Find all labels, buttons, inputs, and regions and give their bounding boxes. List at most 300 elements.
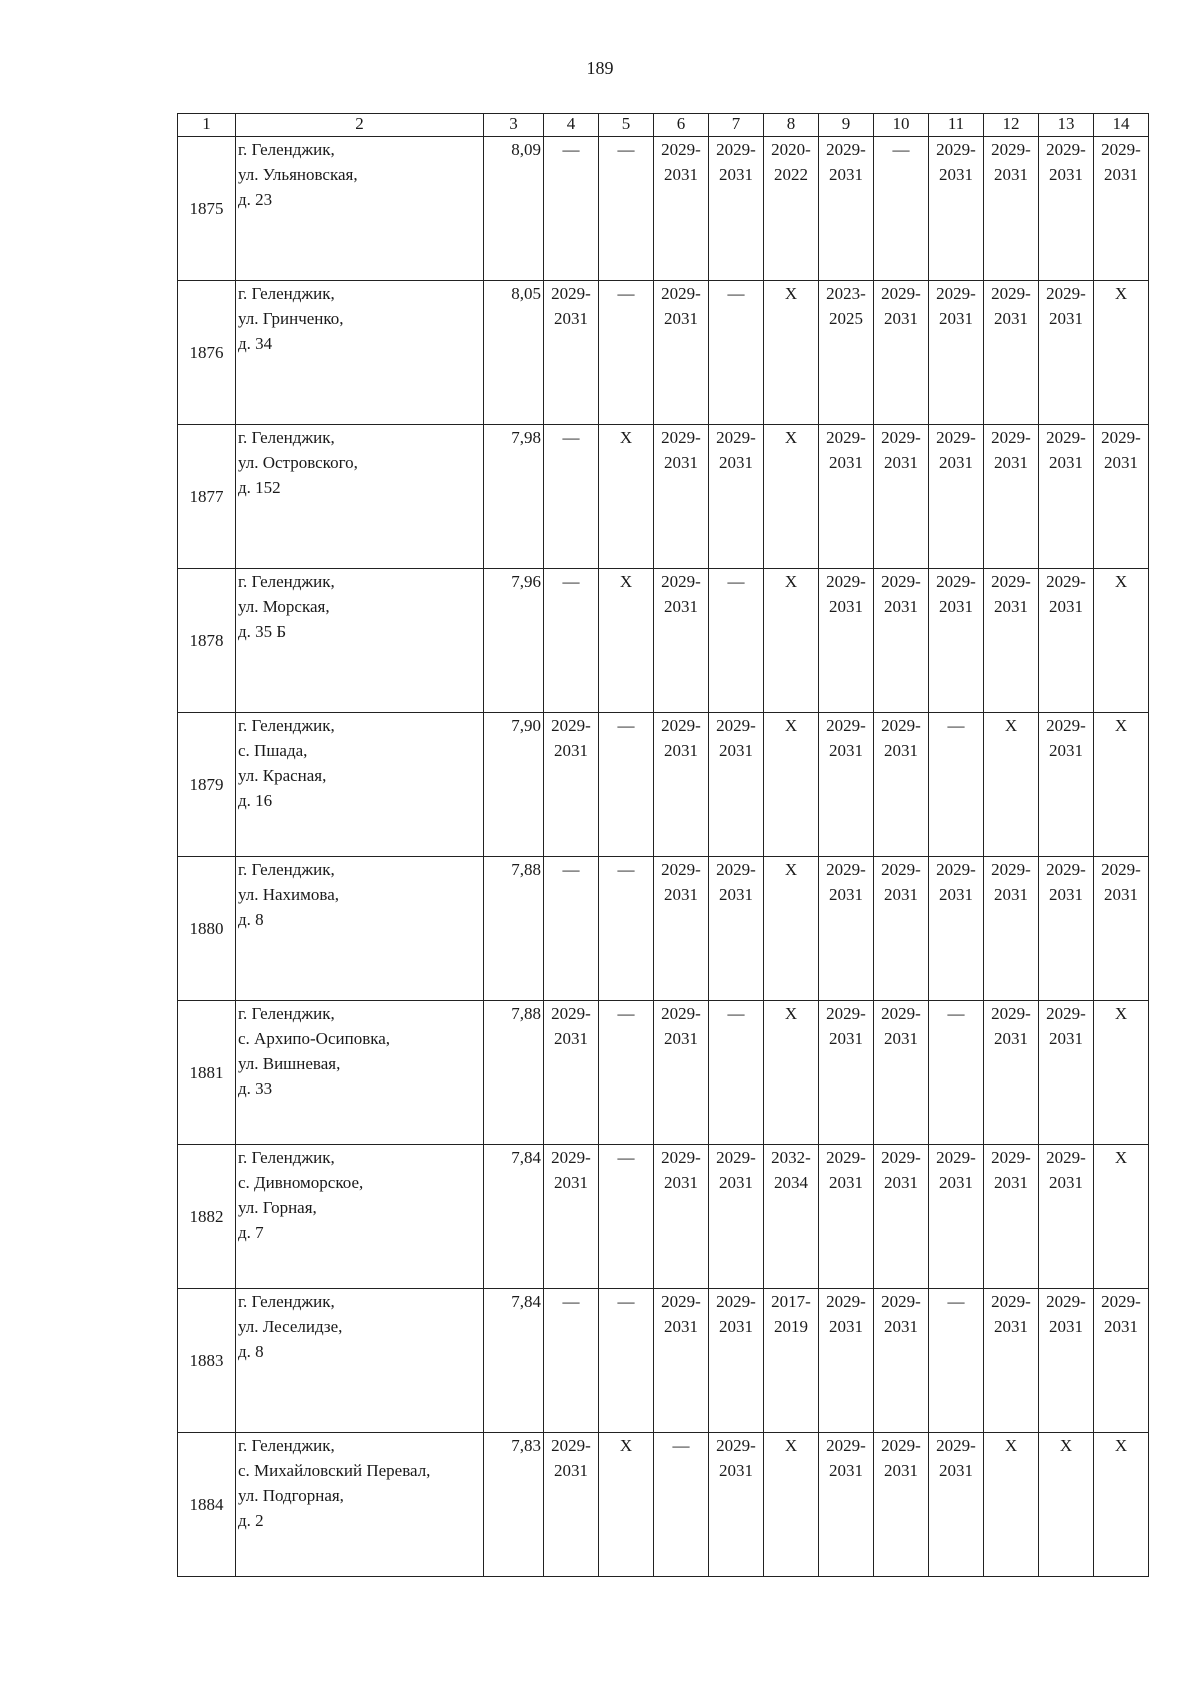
period-line: 2031 xyxy=(554,741,588,760)
period-line: — xyxy=(947,1004,965,1023)
column-header-7: 7 xyxy=(709,114,764,137)
period-line: 2029- xyxy=(1046,1292,1086,1311)
period-line: 2029- xyxy=(661,284,701,303)
period-line: 2029- xyxy=(881,1436,921,1455)
period-line: 2031 xyxy=(884,453,918,472)
period-line: 2031 xyxy=(719,1317,753,1336)
period-line: 2029- xyxy=(1046,1004,1086,1023)
table-row xyxy=(178,1289,1149,1433)
period-line: 2031 xyxy=(1104,885,1138,904)
period-line: — xyxy=(672,1436,690,1455)
period-cell xyxy=(874,281,929,425)
table-row xyxy=(178,281,1149,425)
period-line: 2031 xyxy=(829,741,863,760)
period-line: 2029- xyxy=(551,1436,591,1455)
period-cell xyxy=(544,1145,599,1289)
period-line: 2029- xyxy=(826,1292,866,1311)
period-line: Х xyxy=(784,428,798,447)
period-cell xyxy=(874,1145,929,1289)
address-cell xyxy=(236,1289,484,1433)
period-line: — xyxy=(562,1292,580,1311)
address-line: д. 35 Б xyxy=(238,622,287,641)
period-cell xyxy=(819,857,874,1001)
area-cell: 7,88 xyxy=(484,857,544,1001)
period-cell xyxy=(709,137,764,281)
period-cell xyxy=(764,1001,819,1145)
period-line: 2031 xyxy=(1104,1317,1138,1336)
period-line: 2023- xyxy=(826,284,866,303)
period-line: 2029- xyxy=(661,140,701,159)
period-line: Х xyxy=(784,572,798,591)
period-line: 2029- xyxy=(551,1004,591,1023)
period-cell xyxy=(764,137,819,281)
period-line: 2029- xyxy=(716,1292,756,1311)
period-cell xyxy=(1039,1145,1094,1289)
period-line: Х xyxy=(619,572,633,591)
address-line: г. Геленджик, xyxy=(238,140,335,159)
period-line: Х xyxy=(1114,1148,1128,1167)
period-line: 2029- xyxy=(661,428,701,447)
period-line: 2031 xyxy=(1049,1317,1083,1336)
period-cell xyxy=(929,713,984,857)
period-line: 2029- xyxy=(1046,572,1086,591)
period-line: 2031 xyxy=(1049,453,1083,472)
period-cell xyxy=(654,569,709,713)
area-cell: 7,84 xyxy=(484,1289,544,1433)
period-line: 2031 xyxy=(719,741,753,760)
period-line: Х xyxy=(619,428,633,447)
period-cell xyxy=(599,569,654,713)
period-line: 2031 xyxy=(939,453,973,472)
period-line: 2031 xyxy=(829,453,863,472)
period-cell xyxy=(1094,713,1149,857)
period-line: 2031 xyxy=(884,597,918,616)
period-line: 2029- xyxy=(716,428,756,447)
period-cell xyxy=(874,857,929,1001)
period-line: 2031 xyxy=(664,597,698,616)
period-cell xyxy=(654,1433,709,1577)
period-cell xyxy=(984,1145,1039,1289)
period-cell xyxy=(929,569,984,713)
address-line: с. Пшада, xyxy=(238,741,308,760)
period-cell xyxy=(599,281,654,425)
period-cell xyxy=(984,857,1039,1001)
period-line: 2031 xyxy=(719,885,753,904)
period-cell xyxy=(709,1433,764,1577)
period-cell xyxy=(929,425,984,569)
period-cell xyxy=(874,425,929,569)
period-line: 2031 xyxy=(994,1317,1028,1336)
period-cell xyxy=(1094,857,1149,1001)
period-cell xyxy=(819,1433,874,1577)
row-number: 1884 xyxy=(178,1433,236,1577)
period-cell xyxy=(1094,137,1149,281)
period-cell xyxy=(764,569,819,713)
period-cell xyxy=(1094,569,1149,713)
period-cell xyxy=(1094,281,1149,425)
period-cell xyxy=(1039,857,1094,1001)
period-cell xyxy=(984,713,1039,857)
address-line: д. 152 xyxy=(238,478,281,497)
row-number: 1882 xyxy=(178,1145,236,1289)
period-line: Х xyxy=(1114,284,1128,303)
period-line: 2029- xyxy=(716,1436,756,1455)
period-cell xyxy=(654,713,709,857)
address-line: г. Геленджик, xyxy=(238,572,335,591)
address-line: г. Геленджик, xyxy=(238,284,335,303)
period-line: 2017- xyxy=(771,1292,811,1311)
period-cell xyxy=(1039,281,1094,425)
period-line: 2029- xyxy=(936,1148,976,1167)
period-line: 2031 xyxy=(829,885,863,904)
area-cell: 7,83 xyxy=(484,1433,544,1577)
period-line: 2031 xyxy=(664,165,698,184)
period-cell xyxy=(599,1289,654,1433)
period-line: 2031 xyxy=(664,1317,698,1336)
period-line: 2031 xyxy=(829,1029,863,1048)
period-line: 2029- xyxy=(881,716,921,735)
period-cell xyxy=(1094,1145,1149,1289)
address-line: ул. Гринченко, xyxy=(238,309,344,328)
address-line: ул. Горная, xyxy=(238,1198,317,1217)
period-cell xyxy=(599,713,654,857)
period-line: 2031 xyxy=(994,597,1028,616)
address-line: ул. Подгорная, xyxy=(238,1486,344,1505)
period-line: 2029- xyxy=(661,1292,701,1311)
period-cell xyxy=(984,569,1039,713)
period-cell xyxy=(984,425,1039,569)
period-line: 2029- xyxy=(716,716,756,735)
column-header-9: 9 xyxy=(819,114,874,137)
period-line: — xyxy=(562,428,580,447)
period-cell xyxy=(764,281,819,425)
period-line: 2029- xyxy=(826,572,866,591)
period-line: 2029- xyxy=(991,284,1031,303)
address-cell xyxy=(236,1001,484,1145)
period-line: 2031 xyxy=(664,453,698,472)
period-line: 2031 xyxy=(554,309,588,328)
address-line: с. Архипо-Осиповка, xyxy=(238,1029,391,1048)
address-line: д. 23 xyxy=(238,190,273,209)
period-line: — xyxy=(617,1292,635,1311)
period-line: 2029- xyxy=(991,1148,1031,1167)
period-cell xyxy=(709,281,764,425)
period-cell xyxy=(544,713,599,857)
period-line: 2029- xyxy=(936,284,976,303)
period-line: — xyxy=(562,860,580,879)
period-line: 2031 xyxy=(884,1173,918,1192)
period-cell xyxy=(819,569,874,713)
period-cell xyxy=(709,425,764,569)
period-line: 2029- xyxy=(881,1004,921,1023)
column-header-5: 5 xyxy=(599,114,654,137)
address-line: с. Михайловский Перевал, xyxy=(238,1461,431,1480)
period-line: 2031 xyxy=(664,741,698,760)
column-number-row xyxy=(178,114,1149,137)
period-line: 2031 xyxy=(719,1461,753,1480)
period-line: — xyxy=(617,140,635,159)
period-line: Х xyxy=(784,860,798,879)
period-cell xyxy=(929,857,984,1001)
period-cell xyxy=(819,1145,874,1289)
period-line: 2031 xyxy=(884,885,918,904)
address-cell xyxy=(236,1145,484,1289)
table-row xyxy=(178,713,1149,857)
period-line: 2029- xyxy=(826,428,866,447)
period-cell xyxy=(929,1001,984,1145)
period-cell xyxy=(544,1433,599,1577)
period-cell xyxy=(929,1289,984,1433)
column-header-11: 11 xyxy=(929,114,984,137)
period-line: 2031 xyxy=(994,1029,1028,1048)
period-cell xyxy=(984,281,1039,425)
period-line: 2031 xyxy=(1049,1029,1083,1048)
address-line: д. 8 xyxy=(238,1342,264,1361)
period-cell xyxy=(654,1001,709,1145)
period-line: 2029- xyxy=(661,1148,701,1167)
period-cell xyxy=(874,137,929,281)
period-line: Х xyxy=(784,1004,798,1023)
address-line: ул. Леселидзе, xyxy=(238,1317,343,1336)
period-line: — xyxy=(617,1148,635,1167)
period-line: — xyxy=(727,1004,745,1023)
period-cell xyxy=(599,857,654,1001)
column-header-8: 8 xyxy=(764,114,819,137)
period-cell xyxy=(709,713,764,857)
address-line: ул. Островского, xyxy=(238,453,358,472)
period-cell xyxy=(654,857,709,1001)
period-line: 2031 xyxy=(1104,165,1138,184)
period-line: — xyxy=(617,860,635,879)
address-cell xyxy=(236,137,484,281)
table-row xyxy=(178,425,1149,569)
period-line: 2029- xyxy=(1101,1292,1141,1311)
period-line: 2029- xyxy=(991,428,1031,447)
row-number: 1878 xyxy=(178,569,236,713)
period-line: Х xyxy=(1114,572,1128,591)
period-cell xyxy=(654,1145,709,1289)
period-line: Х xyxy=(1114,1004,1128,1023)
table-row xyxy=(178,137,1149,281)
period-line: 2029- xyxy=(936,140,976,159)
period-cell xyxy=(819,281,874,425)
period-line: — xyxy=(727,284,745,303)
address-line: ул. Вишневая, xyxy=(238,1054,341,1073)
row-number: 1875 xyxy=(178,137,236,281)
period-line: 2029- xyxy=(551,1148,591,1167)
period-line: 2029- xyxy=(826,1148,866,1167)
period-line: 2029- xyxy=(826,140,866,159)
period-cell xyxy=(764,425,819,569)
period-line: — xyxy=(727,572,745,591)
period-line: 2019 xyxy=(774,1317,808,1336)
period-line: 2031 xyxy=(829,165,863,184)
row-number: 1883 xyxy=(178,1289,236,1433)
period-cell xyxy=(709,1145,764,1289)
address-line: г. Геленджик, xyxy=(238,860,335,879)
period-cell xyxy=(544,1001,599,1145)
period-cell xyxy=(874,1289,929,1433)
area-cell: 7,96 xyxy=(484,569,544,713)
period-line: 2031 xyxy=(884,741,918,760)
period-line: 2031 xyxy=(884,1029,918,1048)
period-line: 2029- xyxy=(1046,1148,1086,1167)
period-line: 2031 xyxy=(1049,885,1083,904)
address-line: ул. Красная, xyxy=(238,766,327,785)
period-line: — xyxy=(947,1292,965,1311)
address-line: ул. Нахимова, xyxy=(238,885,340,904)
period-cell xyxy=(984,1433,1039,1577)
period-cell xyxy=(984,137,1039,281)
period-line: — xyxy=(562,572,580,591)
row-number: 1879 xyxy=(178,713,236,857)
period-line: 2029- xyxy=(881,284,921,303)
period-line: — xyxy=(947,716,965,735)
period-cell xyxy=(599,1001,654,1145)
period-line: 2029- xyxy=(661,860,701,879)
period-line: 2031 xyxy=(1049,741,1083,760)
table-row xyxy=(178,1433,1149,1577)
table-body xyxy=(178,137,1149,1577)
period-line: 2031 xyxy=(994,1173,1028,1192)
period-line: 2029- xyxy=(991,140,1031,159)
period-cell xyxy=(874,1433,929,1577)
period-line: 2031 xyxy=(884,309,918,328)
row-number: 1881 xyxy=(178,1001,236,1145)
period-cell xyxy=(654,425,709,569)
period-line: 2025 xyxy=(829,309,863,328)
period-cell xyxy=(654,137,709,281)
period-line: 2029- xyxy=(991,860,1031,879)
period-line: 2031 xyxy=(994,453,1028,472)
period-line: 2031 xyxy=(664,885,698,904)
period-line: 2029- xyxy=(826,860,866,879)
period-cell xyxy=(874,1001,929,1145)
period-line: 2031 xyxy=(554,1173,588,1192)
period-line: 2031 xyxy=(829,1173,863,1192)
row-number: 1877 xyxy=(178,425,236,569)
period-line: 2029- xyxy=(716,1148,756,1167)
period-cell xyxy=(764,857,819,1001)
period-cell xyxy=(709,1001,764,1145)
period-line: 2031 xyxy=(719,453,753,472)
period-line: 2031 xyxy=(829,597,863,616)
period-cell xyxy=(544,425,599,569)
period-line: 2029- xyxy=(1046,716,1086,735)
period-cell xyxy=(874,713,929,857)
period-cell xyxy=(819,137,874,281)
period-line: 2031 xyxy=(884,1461,918,1480)
period-line: 2029- xyxy=(826,716,866,735)
table-row xyxy=(178,857,1149,1001)
period-cell xyxy=(1039,425,1094,569)
period-line: 2031 xyxy=(939,165,973,184)
period-line: 2031 xyxy=(664,309,698,328)
period-line: — xyxy=(562,140,580,159)
address-line: д. 34 xyxy=(238,334,273,353)
period-line: 2031 xyxy=(994,165,1028,184)
period-cell xyxy=(544,1289,599,1433)
address-line: д. 2 xyxy=(238,1511,264,1530)
period-line: 2029- xyxy=(661,716,701,735)
period-cell xyxy=(544,137,599,281)
period-cell xyxy=(984,1001,1039,1145)
period-line: 2031 xyxy=(939,885,973,904)
address-line: г. Геленджик, xyxy=(238,1436,335,1455)
period-line: 2029- xyxy=(991,572,1031,591)
period-line: 2029- xyxy=(826,1436,866,1455)
period-line: — xyxy=(617,1004,635,1023)
area-cell: 7,88 xyxy=(484,1001,544,1145)
period-line: 2029- xyxy=(1046,284,1086,303)
period-line: 2029- xyxy=(881,1292,921,1311)
period-line: 2034 xyxy=(774,1173,808,1192)
period-line: 2031 xyxy=(994,885,1028,904)
period-line: 2029- xyxy=(881,860,921,879)
period-line: 2029- xyxy=(1046,140,1086,159)
period-cell xyxy=(929,1145,984,1289)
row-number: 1876 xyxy=(178,281,236,425)
period-cell xyxy=(819,1001,874,1145)
period-line: 2031 xyxy=(994,309,1028,328)
column-header-2: 2 xyxy=(236,114,484,137)
address-line: д. 7 xyxy=(238,1223,264,1242)
table-row xyxy=(178,1145,1149,1289)
address-line: д. 8 xyxy=(238,910,264,929)
period-cell xyxy=(929,1433,984,1577)
period-cell xyxy=(544,569,599,713)
address-line: с. Дивноморское, xyxy=(238,1173,364,1192)
period-cell xyxy=(819,425,874,569)
address-cell xyxy=(236,857,484,1001)
period-cell xyxy=(709,569,764,713)
period-cell xyxy=(1094,1433,1149,1577)
period-line: 2031 xyxy=(1049,1173,1083,1192)
column-header-3: 3 xyxy=(484,114,544,137)
address-line: ул. Морская, xyxy=(238,597,330,616)
period-line: Х xyxy=(1059,1436,1073,1455)
period-line: 2029- xyxy=(826,1004,866,1023)
period-cell xyxy=(1094,1289,1149,1433)
period-line: 2029- xyxy=(551,284,591,303)
period-line: — xyxy=(617,284,635,303)
column-header-10: 10 xyxy=(874,114,929,137)
period-cell xyxy=(1039,1433,1094,1577)
address-line: г. Геленджик, xyxy=(238,1004,335,1023)
period-line: 2029- xyxy=(936,860,976,879)
address-cell xyxy=(236,713,484,857)
period-cell xyxy=(764,1289,819,1433)
area-cell: 8,09 xyxy=(484,137,544,281)
page-number: 189 xyxy=(586,58,614,78)
period-cell xyxy=(654,1289,709,1433)
period-cell xyxy=(819,713,874,857)
period-line: — xyxy=(892,140,910,159)
period-line: 2031 xyxy=(1104,453,1138,472)
address-cell xyxy=(236,569,484,713)
period-line: 2031 xyxy=(1049,309,1083,328)
period-line: Х xyxy=(784,716,798,735)
period-line: 2031 xyxy=(939,1173,973,1192)
period-line: 2031 xyxy=(884,1317,918,1336)
period-line: 2029- xyxy=(1101,860,1141,879)
period-line: 2029- xyxy=(1101,428,1141,447)
period-cell xyxy=(1039,1289,1094,1433)
period-line: 2029- xyxy=(881,1148,921,1167)
period-line: 2022 xyxy=(774,165,808,184)
column-header-14: 14 xyxy=(1094,114,1149,137)
period-line: Х xyxy=(784,1436,798,1455)
